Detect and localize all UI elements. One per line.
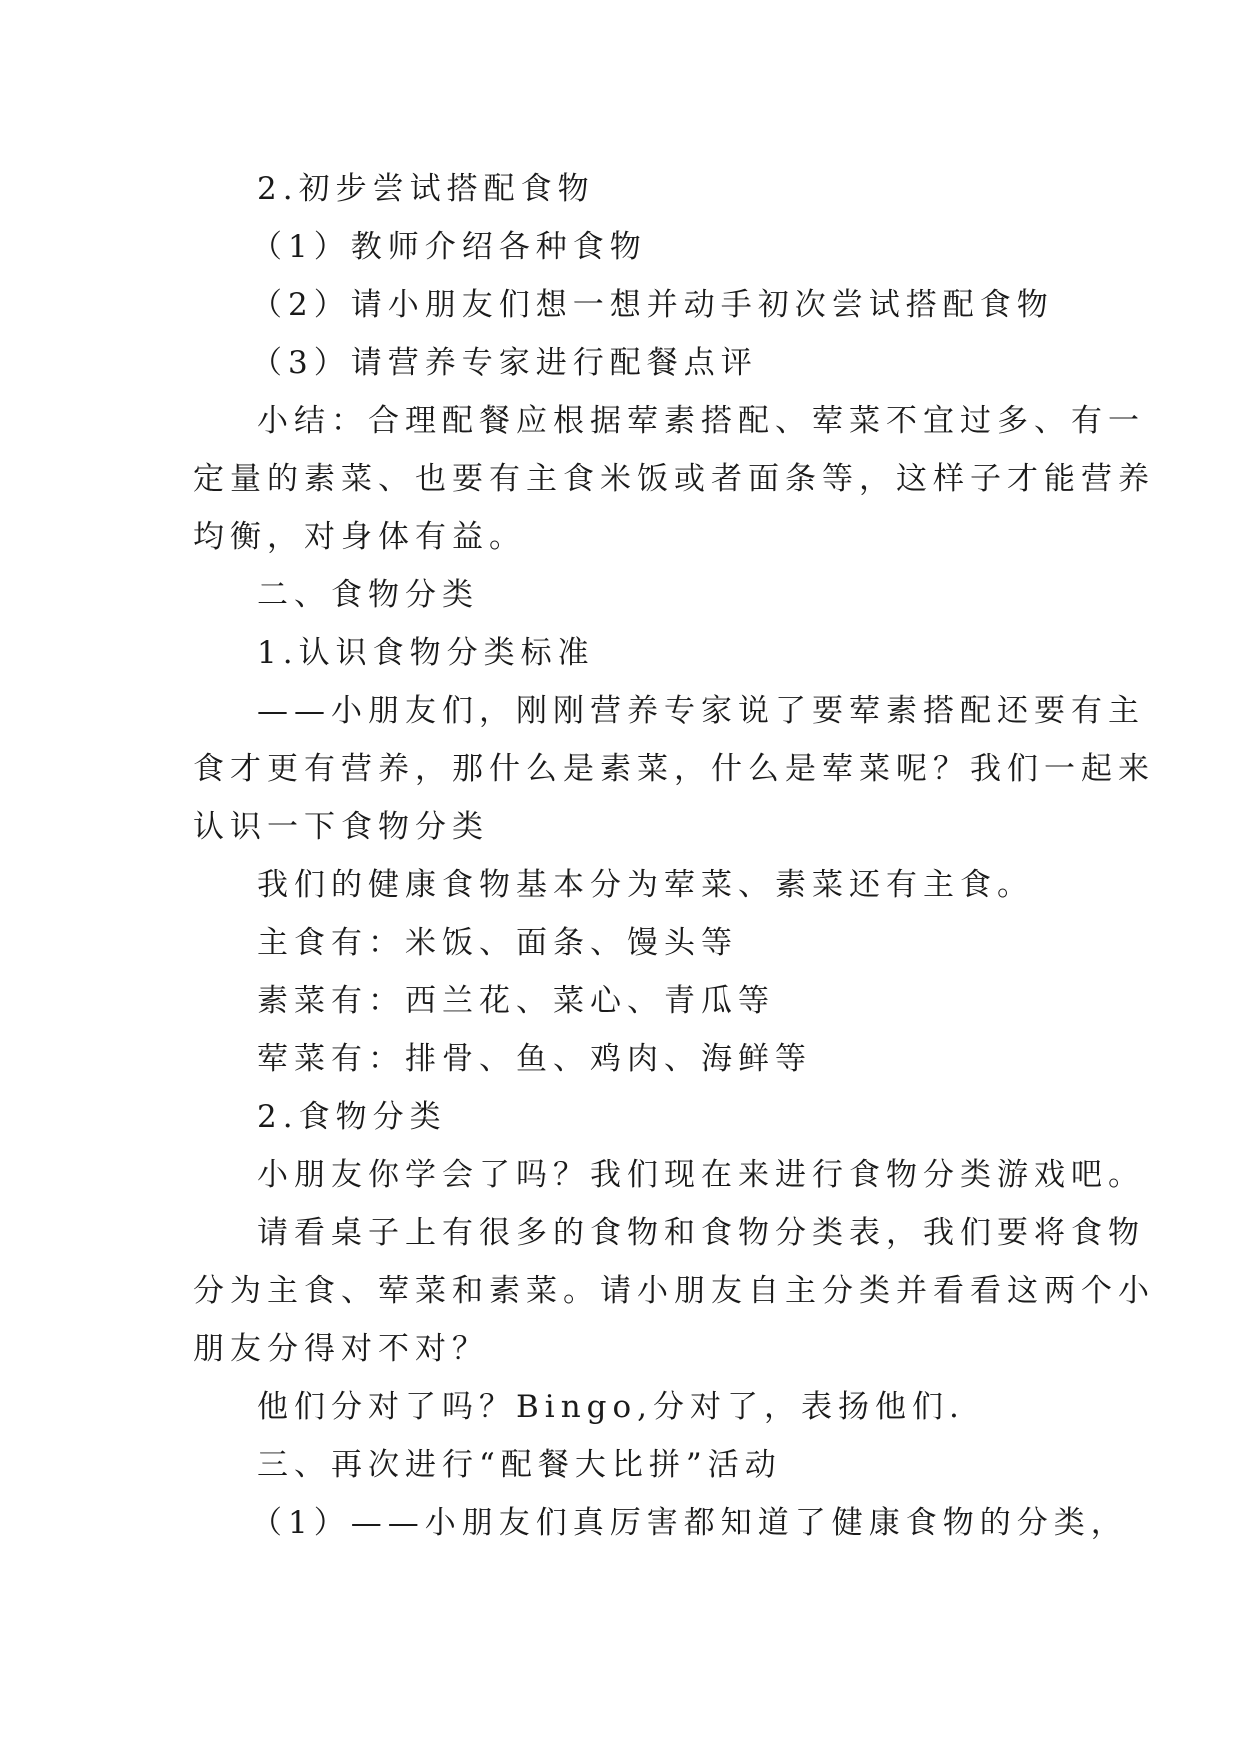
text-line: 定量的素菜、也要有主食米饭或者面条等，这样子才能营养	[193, 461, 1155, 497]
text-line: 2.食物分类	[257, 1099, 447, 1135]
text-line: 分为主食、荤菜和素菜。请小朋友自主分类并看看这两个小	[193, 1273, 1155, 1309]
text-line: 认识一下食物分类	[193, 809, 489, 845]
text-line: 荤菜有：排骨、鱼、鸡肉、海鲜等	[257, 1041, 812, 1077]
text-line: 素菜有：西兰花、菜心、青瓜等	[257, 983, 775, 1019]
text-line: （2）请小朋友们想一想并动手初次尝试搭配食物	[251, 287, 1054, 323]
text-line: 小结：合理配餐应根据荤素搭配、荤菜不宜过多、有一	[257, 403, 1145, 439]
text-line: （1）教师介绍各种食物	[251, 229, 647, 265]
text-line: 二、食物分类	[257, 577, 479, 613]
text-line: 主食有：米饭、面条、馒头等	[257, 925, 738, 961]
text-line: 我们的健康食物基本分为荤菜、素菜还有主食。	[257, 867, 1034, 903]
text-line: 2.初步尝试搭配食物	[257, 171, 595, 207]
text-line: 1.认识食物分类标准	[257, 635, 595, 671]
text-line: （3）请营养专家进行配餐点评	[251, 345, 758, 381]
text-line: ——小朋友们，刚刚营养专家说了要荤素搭配还要有主	[257, 693, 1145, 729]
text-line: 三、再次进行“配餐大比拼”活动	[257, 1447, 782, 1483]
text-line: 朋友分得对不对？	[193, 1331, 489, 1367]
text-line: （1）——小朋友们真厉害都知道了健康食物的分类，	[251, 1505, 1128, 1541]
text-line: 食才更有营养，那什么是素菜，什么是荤菜呢？我们一起来	[193, 751, 1155, 787]
text-line: 他们分对了吗？Bingo,分对了，表扬他们.	[257, 1389, 965, 1425]
document-body	[193, 160, 1155, 1552]
text-line: 均衡，对身体有益。	[193, 519, 526, 555]
text-line: 小朋友你学会了吗？我们现在来进行食物分类游戏吧。	[257, 1157, 1145, 1193]
text-line: 请看桌子上有很多的食物和食物分类表，我们要将食物	[257, 1215, 1145, 1251]
